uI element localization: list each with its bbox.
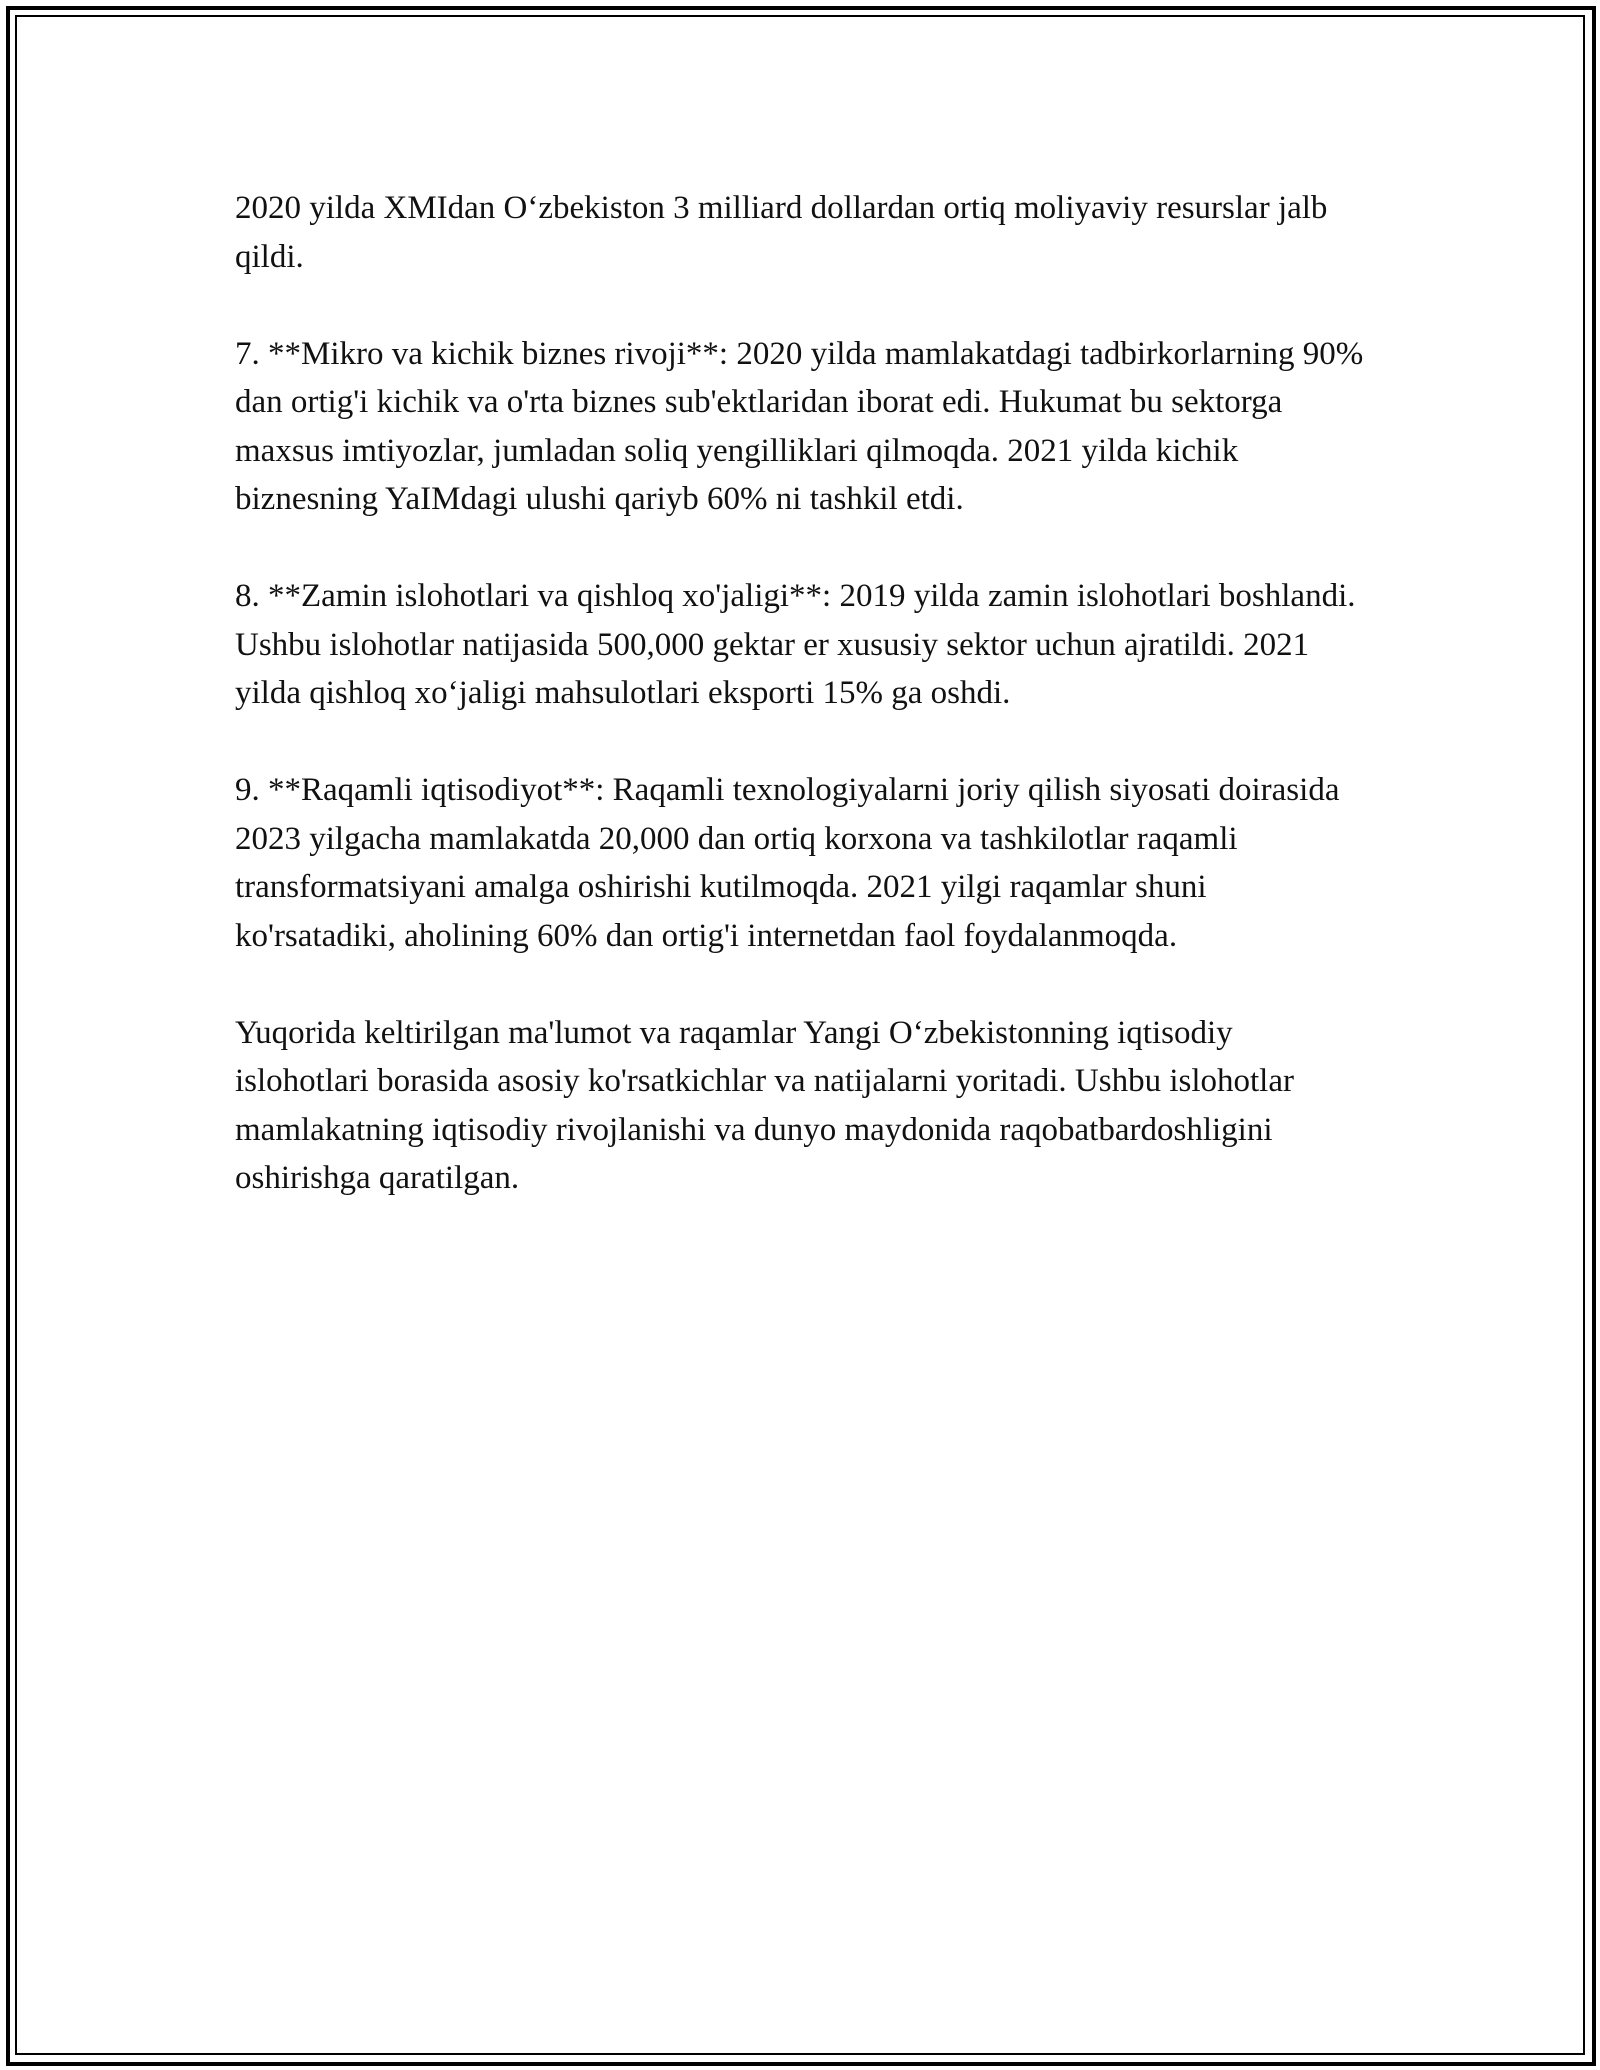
paragraph-land-reform: 8. **Zamin islohotlari va qishloq xo'jaligi**: 2019 yilda zamin islohotlari boshlandi. Ushbu islohotlar natijasida 500,000 gektar er xususiy sektor uchun ajratildi. 2021 yilda qishloq xo‘jaligi mahsulotlari eksporti 15% ga oshdi. — [235, 578, 1356, 711]
paragraph-digital-economy: 9. **Raqamli iqtisodiyot**: Raqamli texnologiyalarni joriy qilish siyosati doirasida 2023 yilgacha mamlakatda 20,000 dan ortiq korxona va tashkilotlar raqamli transformatsiyani amalga oshirishi kutilmoqda. 2021 yilgi raqamlar shuni ko'rsatadiki, aholining 60% dan ortig'i internetdan faol foydalanmoqda. — [235, 772, 1340, 954]
paragraph-xmi-resources: 2020 yilda XMIdan O‘zbekiston 3 milliard dollardan ortiq moliyaviy resurslar jalb qildi. — [235, 190, 1328, 275]
document-body — [235, 184, 1370, 1251]
paragraph-small-business: 7. **Mikro va kichik biznes rivoji**: 2020 yilda mamlakatdagi tadbirkorlarning 90% dan ortig'i kichik va o'rta biznes sub'ektlaridan iborat edi. Hukumat bu sektorga maxsus imtiyozlar, jumladan soliq yengilliklari qilmoqda. 2021 yilda kichik biznesning YaIMdagi ulushi qariyb 60% ni tashkil etdi. — [235, 335, 1364, 517]
paragraph-conclusion: Yuqorida keltirilgan ma'lumot va raqamlar Yangi O‘zbekistonning iqtisodiy islohotlari borasida asosiy ko'rsatkichlar va natijalarni yoritadi. Ushbu islohotlar mamlakatning iqtisodiy rivojlanishi va dunyo maydonida raqobatbardoshligini oshirishga qaratilgan. — [235, 1014, 1294, 1196]
